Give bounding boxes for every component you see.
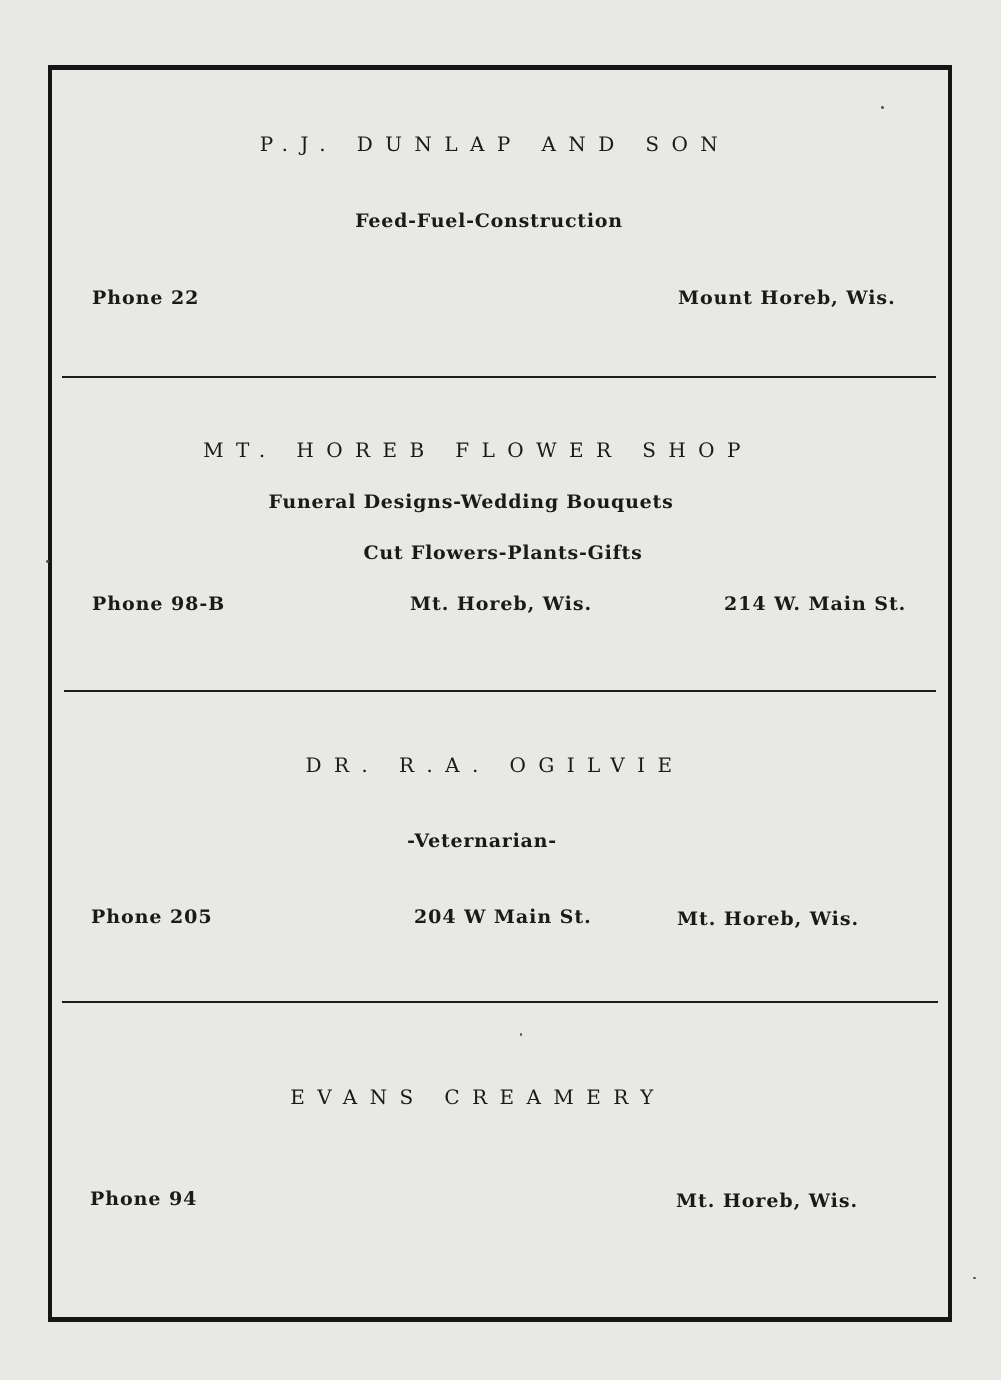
listing-description-flower-shop: Funeral Designs-Wedding Bouquets <box>268 491 674 513</box>
listing-phone-flower-shop: Phone 98-B <box>92 593 226 615</box>
divider-rule <box>62 1001 938 1003</box>
listing-location-ogilvie: Mt. Horeb, Wis. <box>677 908 860 930</box>
paper-speck <box>520 1033 522 1036</box>
listing-name-evans: EVANS CREAMERY <box>290 1085 666 1109</box>
listing-name-ogilvie: DR. R.A. OGILVIE <box>305 753 685 777</box>
page-border-frame <box>48 65 952 1322</box>
divider-rule <box>64 690 936 692</box>
listing-address-ogilvie: 204 W Main St. <box>414 906 592 928</box>
listing-phone-evans: Phone 94 <box>90 1188 198 1210</box>
listing-address-flower-shop: 214 W. Main St. <box>724 593 907 615</box>
paper-speck <box>46 560 49 563</box>
listing-name-dunlap: P.J. DUNLAP AND SON <box>259 132 731 156</box>
listing-description-flower-shop-2: Cut Flowers-Plants-Gifts <box>363 542 643 564</box>
listing-phone-dunlap: Phone 22 <box>92 287 200 309</box>
listing-description-dunlap: Feed-Fuel-Construction <box>355 210 623 232</box>
listing-description-ogilvie: -Veternarian- <box>407 830 557 852</box>
listing-location-flower-shop: Mt. Horeb, Wis. <box>410 593 593 615</box>
divider-rule <box>62 376 936 378</box>
listing-location-evans: Mt. Horeb, Wis. <box>676 1190 859 1212</box>
paper-speck <box>881 106 884 109</box>
listing-phone-ogilvie: Phone 205 <box>91 906 213 928</box>
paper-speck <box>973 1277 976 1279</box>
listing-location-dunlap: Mount Horeb, Wis. <box>678 287 896 309</box>
listing-name-flower-shop: MT. HOREB FLOWER SHOP <box>203 438 753 462</box>
